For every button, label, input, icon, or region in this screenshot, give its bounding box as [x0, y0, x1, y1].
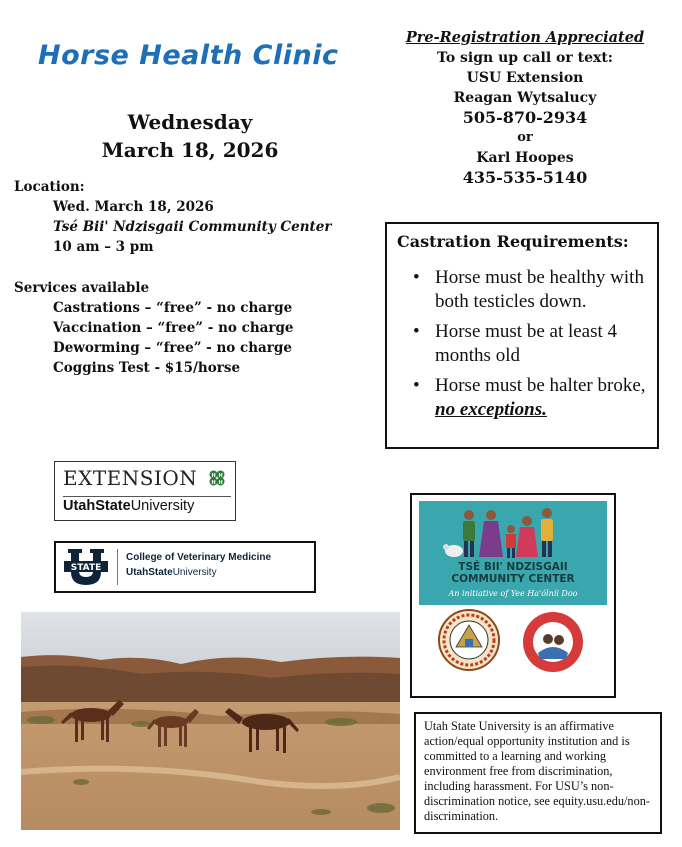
- state-mark-text: STATE: [70, 563, 102, 573]
- contact-name: Reagan Wytsalucy: [453, 90, 597, 106]
- navajo-nation-seal-icon: [438, 609, 500, 671]
- contact-name: Karl Hoopes: [476, 150, 574, 166]
- castration-item: [405, 374, 651, 422]
- location-label: Location:: [14, 179, 85, 195]
- service-item: Deworming – “free” - no charge: [53, 340, 292, 356]
- usu-block-u-icon: [64, 547, 108, 587]
- vet-univ-light: University: [172, 567, 217, 578]
- extension-univ-light: University: [130, 498, 195, 514]
- signup-instruction: To sign up call or text:: [437, 50, 613, 66]
- event-day-date: [0, 108, 380, 164]
- contact-phone: 505-870-2934: [462, 108, 588, 127]
- castration-item-text: Horse must be halter broke,: [435, 375, 646, 396]
- service-item: Castrations – “free” - no charge: [53, 300, 293, 316]
- location-time: 10 am – 3 pm: [53, 239, 154, 255]
- flyer-title: Horse Health Clinic: [38, 40, 339, 71]
- navajo-families-seal-icon: [522, 611, 584, 673]
- usu-extension-logo: [54, 461, 236, 521]
- community-center-banner: [419, 501, 607, 605]
- castration-requirements-box: [385, 222, 659, 449]
- svg-text:H: H: [218, 480, 223, 486]
- contact-separator: or: [517, 130, 533, 145]
- community-name-line1: TSÉ BII' NDZISGAII: [458, 561, 568, 573]
- event-date: March 18, 2026: [101, 138, 279, 162]
- horse-landscape-image: [21, 612, 400, 830]
- event-day: Wednesday: [127, 110, 253, 134]
- castration-item: • Horse must be healthy with both testicles down.: [405, 266, 651, 314]
- registration-org: USU Extension: [466, 70, 584, 86]
- nondiscrimination-notice: Utah State University is an affirmative action/equal opportunity institution and is committed to a learning and working environment free from discrimination, including harassment. For USU’s non-discrimination notice, see equity.usu.edu/non-discrimination.: [414, 712, 662, 834]
- registration-block: [400, 28, 650, 188]
- location-venue: Tsé Bii' Ndzisgaii Community Center: [53, 219, 332, 235]
- no-exceptions-emphasis: no exceptions.: [435, 399, 547, 420]
- location-date: Wed. March 18, 2026: [53, 199, 214, 215]
- horses-photo: [21, 612, 400, 830]
- community-tagline: An initiative of Yee Ha'ólníi Doo: [448, 589, 578, 598]
- extension-univ-bold: UtahState: [63, 498, 131, 514]
- vet-univ-bold: UtahState: [126, 567, 173, 578]
- community-name-line2: COMMUNITY CENTER: [451, 573, 575, 585]
- vet-college-name: College of Veterinary Medicine: [126, 552, 272, 563]
- vet-medicine-logo: [54, 541, 316, 593]
- svg-text:H: H: [211, 480, 216, 486]
- castration-list: [405, 266, 651, 428]
- family-illustration-icon: [419, 503, 607, 563]
- services-label: Services available: [14, 280, 150, 296]
- preregistration-heading: Pre-Registration Appreciated: [405, 29, 645, 46]
- castration-item: • Horse must be at least 4 months old: [405, 320, 651, 368]
- contact-phone: 435-535-5140: [462, 168, 588, 187]
- four-leaf-clover-icon: [207, 468, 227, 488]
- svg-text:H: H: [211, 473, 216, 479]
- service-item: Vaccination – “free” - no charge: [53, 320, 294, 336]
- castration-title: Castration Requirements:: [397, 232, 629, 251]
- community-center-logo-box: [410, 493, 616, 698]
- extension-word: EXTENSION: [63, 466, 198, 490]
- svg-text:H: H: [218, 473, 223, 479]
- service-item: Coggins Test - $15/horse: [53, 360, 241, 376]
